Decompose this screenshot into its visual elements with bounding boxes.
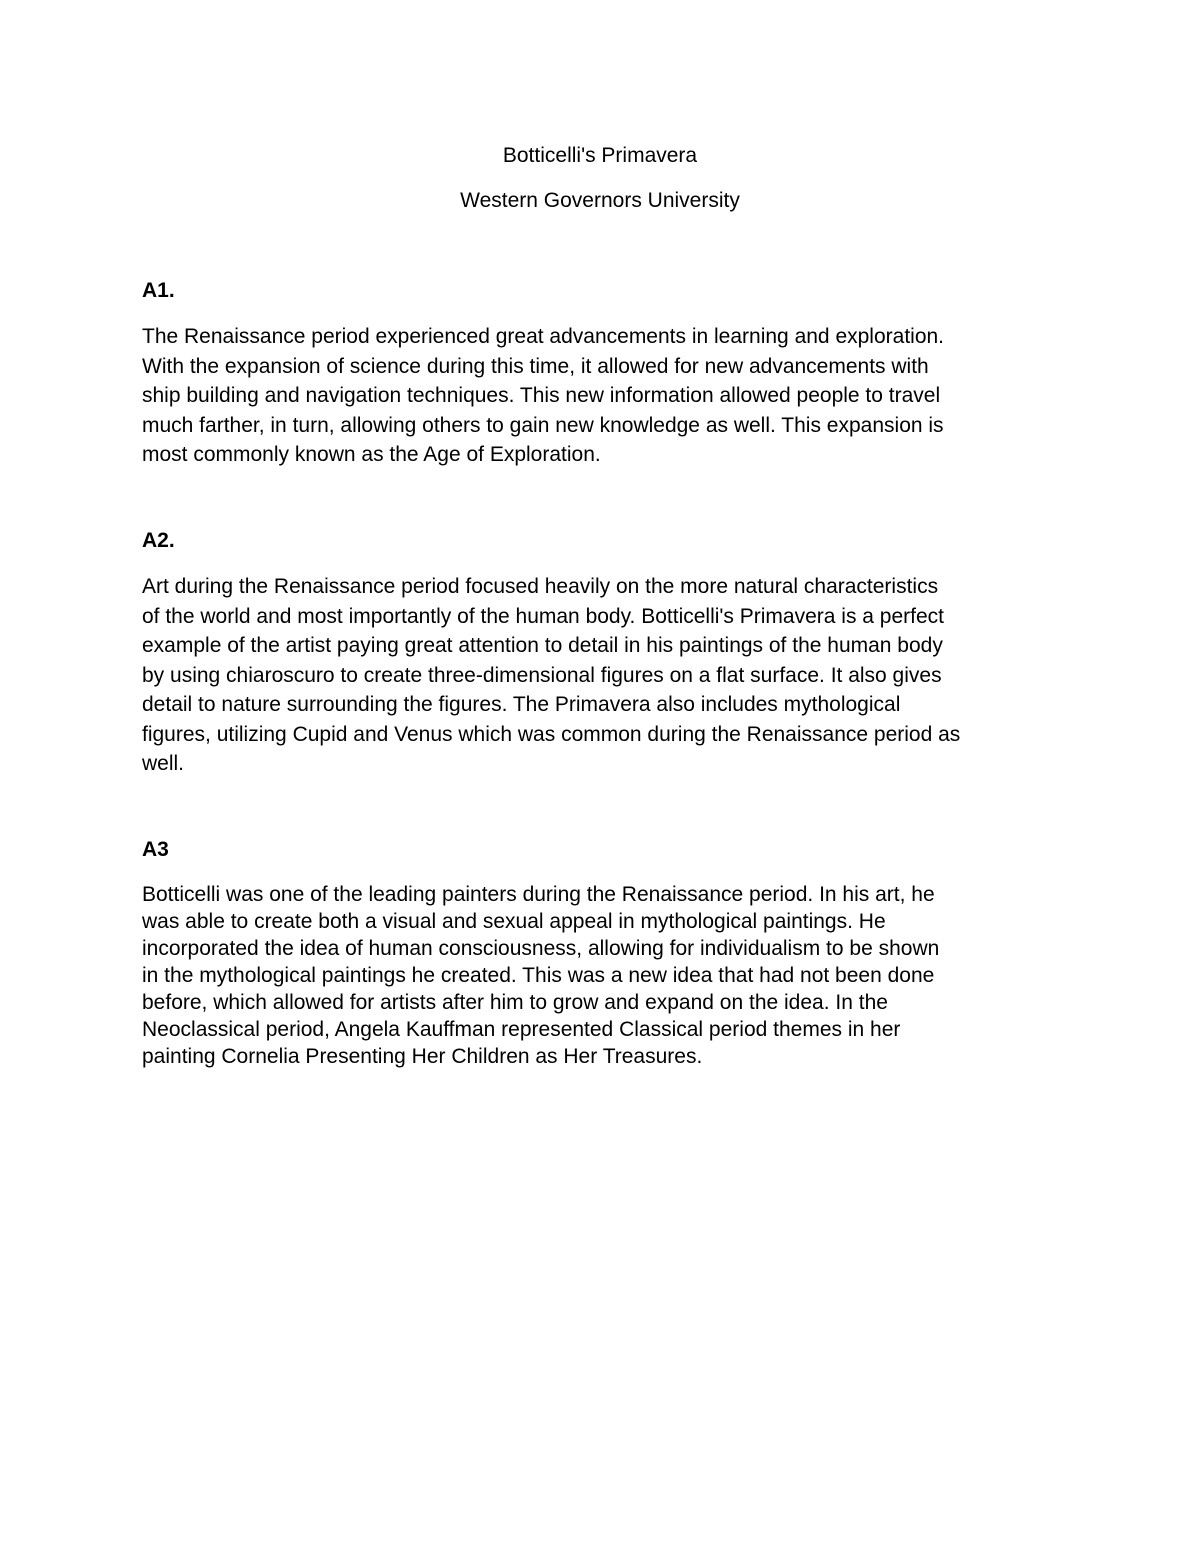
institution-name: Western Governors University (460, 189, 740, 212)
section-body (142, 572, 1072, 779)
body-line: The Renaissance period experienced great advancements in learning and exploration. (142, 325, 945, 348)
section-a2 (142, 527, 1072, 779)
body-line: most commonly known as the Age of Exploration. (142, 443, 601, 466)
body-line: detail to nature surrounding the figures. The Primavera also includes mythological (142, 693, 901, 716)
document-title: Botticelli's Primavera (502, 144, 698, 167)
body-line: With the expansion of science during this time, it allowed for new advancements with (142, 354, 929, 378)
body-line: much farther, in turn, allowing others to gain new knowledge as well. This expansion is (142, 413, 944, 437)
section-a1 (142, 277, 1072, 470)
section-heading: A2. (142, 529, 175, 552)
body-line: before, which allowed for artists after him to grow and expand on the idea. In the (142, 991, 888, 1014)
body-line: incorporated the idea of human consciousness, allowing for individualism to be shown (142, 937, 940, 960)
body-line: well. (142, 752, 185, 775)
section-a3 (142, 836, 1072, 1070)
body-line: Botticelli was one of the leading painters during the Renaissance period. In his art, he (142, 883, 935, 906)
body-line: example of the artist paying great attention to detail in his paintings of the human body (142, 634, 943, 657)
body-line: figures, utilizing Cupid and Venus which was common during the Renaissance period as (142, 722, 961, 746)
body-line: ship building and navigation techniques. This new information allowed people to travel (142, 384, 941, 407)
body-line: by using chiaroscuro to create three-dimensional figures on a flat surface. It also gives (142, 663, 942, 687)
body-line: painting Cornelia Presenting Her Children as Her Treasures. (142, 1045, 703, 1068)
body-line: of the world and most importantly of the human body. Botticelli's Primavera is a perfect (142, 604, 944, 628)
section-heading: A3 (142, 838, 169, 861)
body-line: was able to create both a visual and sexual appeal in mythological paintings. He (142, 910, 886, 933)
section-heading: A1. (142, 279, 175, 302)
body-line: Neoclassical period, Angela Kauffman represented Classical period themes in her (142, 1018, 901, 1041)
section-body (142, 881, 1072, 1070)
section-body (142, 322, 1072, 470)
body-line: in the mythological paintings he created. This was a new idea that had not been done (142, 964, 935, 987)
body-line: Art during the Renaissance period focused heavily on the more natural characteristics (142, 575, 939, 598)
